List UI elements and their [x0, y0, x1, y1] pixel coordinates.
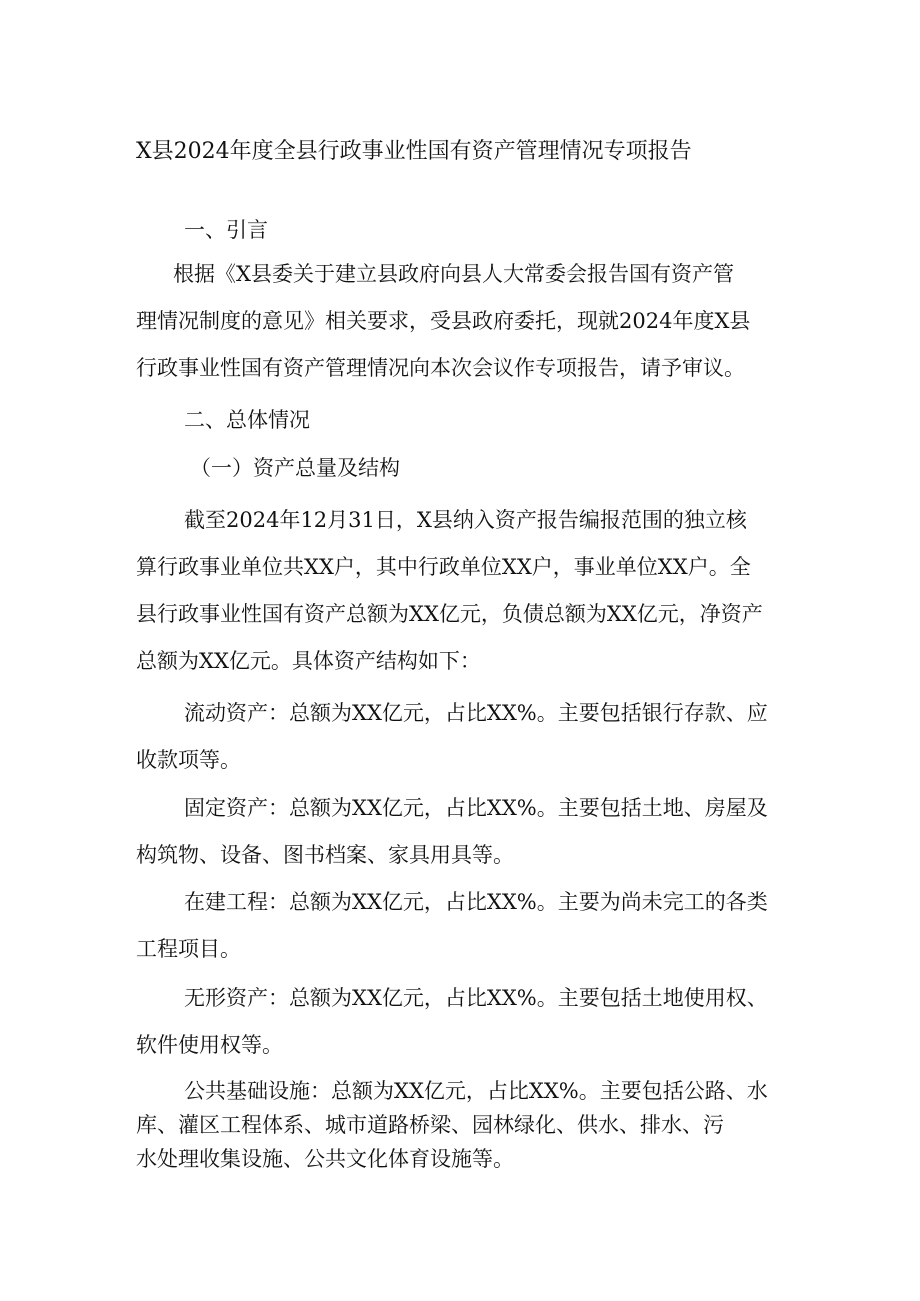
section-heading-introduction: 一、引言	[184, 218, 268, 242]
paragraph-line: 县行政事业性国有资产总额为XX亿元，负债总额为XX亿元，净资产	[136, 602, 763, 626]
paragraph-line: 根据《X县委关于建立县政府向县人大常委会报告国有资产管	[173, 262, 734, 286]
asset-item-current	[136, 690, 792, 784]
paragraph-line: 公共基础设施：总额为XX亿元，占比XX%。主要包括公路、水	[184, 1079, 768, 1103]
section-heading-overall: 二、总体情况	[184, 408, 310, 432]
paragraph-line: 水处理收集设施、公共文化体育设施等。	[136, 1147, 514, 1171]
subsection-heading-asset-structure: （一）资产总量及结构	[190, 456, 400, 480]
paragraph-line: 在建工程：总额为XX亿元，占比XX%。主要为尚未完工的各类	[184, 890, 768, 914]
paragraph-line: 收款项等。	[136, 748, 241, 772]
paragraph-line: 软件使用权等。	[136, 1033, 283, 1057]
asset-item-fixed	[136, 785, 792, 879]
introduction-paragraph	[136, 251, 792, 392]
paragraph-line: 固定资产：总额为XX亿元，占比XX%。主要包括土地、房屋及	[184, 796, 768, 820]
document-title: X县2024年度全县行政事业性国有资产管理情况专项报告	[136, 139, 692, 164]
paragraph-line: 构筑物、设备、图书档案、家具用具等。	[136, 843, 514, 867]
paragraph-line: 算行政事业单位共XX户，其中行政单位XX户，事业单位XX户。全	[136, 555, 751, 579]
paragraph-line: 总额为XX亿元。具体资产结构如下：	[136, 649, 481, 673]
asset-item-intangible	[136, 975, 792, 1069]
paragraph-line: 理情况制度的意见》相关要求，受县政府委托，现就2024年度X县	[136, 309, 751, 333]
paragraph-line: 截至2024年12月31日，X县纳入资产报告编报范围的独立核	[184, 508, 747, 532]
paragraph-line: 流动资产：总额为XX亿元，占比XX%。主要包括银行存款、应	[184, 701, 768, 725]
paragraph-line: 工程项目。	[136, 937, 241, 961]
paragraph-line: 行政事业性国有资产管理情况向本次会议作专项报告，请予审议。	[136, 356, 745, 380]
paragraph-line: 无形资产：总额为XX亿元，占比XX%。主要包括土地使用权、	[184, 986, 768, 1010]
asset-item-construction	[136, 879, 792, 973]
paragraph-line: 库、灌区工程体系、城市道路桥梁、园林绿化、供水、排水、污	[136, 1113, 724, 1137]
asset-summary-paragraph	[136, 497, 792, 685]
asset-item-infrastructure	[136, 1074, 792, 1176]
